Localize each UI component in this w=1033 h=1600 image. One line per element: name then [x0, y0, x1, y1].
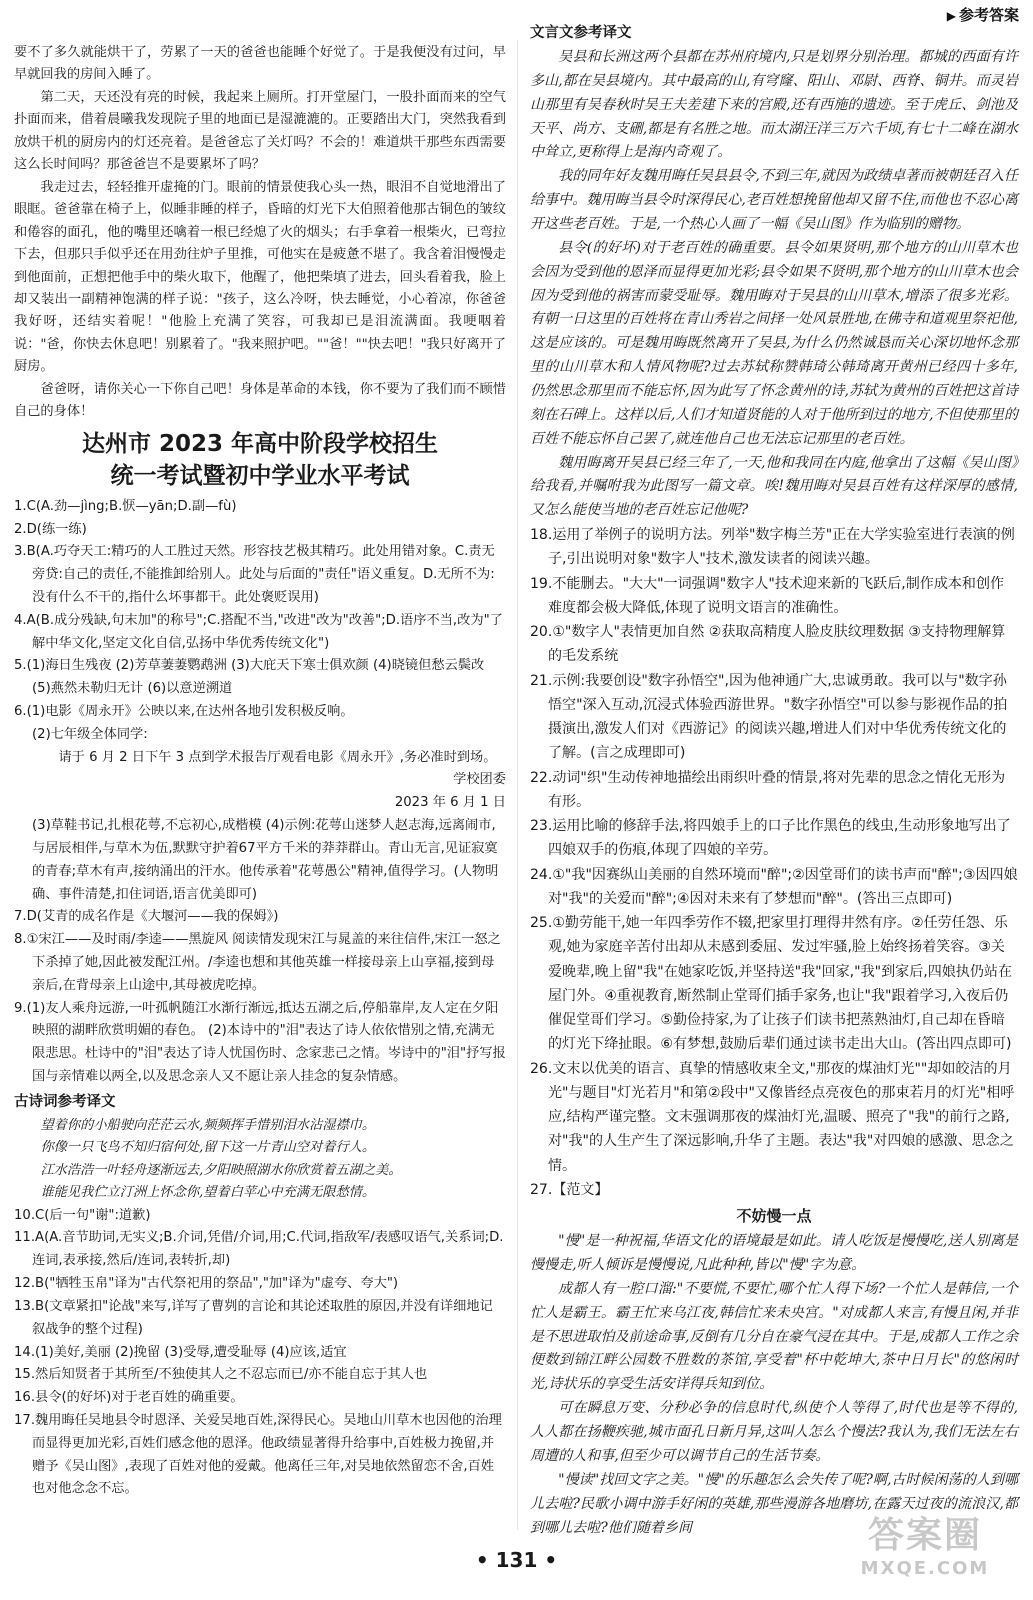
answer-item: 14.(1)美好,美丽 (2)挽留 (3)受辱,遭受耻辱 (4)应该,适宜: [14, 1344, 347, 1360]
translation-paragraph: 吴县和长洲这两个县都在苏州府境内,只是划界分别治理。都城的西面有许多山,都在吴县境内。其中最高的山,有穹窿、阳山、邓尉、西脊、铜井。而灵岩山那里有吴春秋时吴王夫差建下来的宫殿,还有西施的遗迹。至于虎丘、剑池及天平、尚方、支硎,都是有名胜之地。而太湖汪洋三万六千顷,有七十二峰在湖水中耸立,更称得上是海内奇观了。: [530, 49, 1018, 161]
answer-item: 9.(1)友人乘舟远游,一叶孤帆随江水渐行渐远,抵达五湖之后,停船靠岸,友人定在夕阳映照的湖畔欣赏明媚的春色。 (2)本诗中的"泪"表达了诗人依依惜别之情,充满无限悲思。杜诗中的"泪"表达了诗人忧国伤时、念家悲己之情。岑诗中的"泪"抒写报国与亲情难以两全,以及思念亲人又不愿让亲人挂念的复杂情感。: [14, 1000, 506, 1085]
answer-item: 4.A(B.成分残缺,句末加"的称号";C.搭配不当,"改进"改为"改善";D.语序不当,改为"了解中华文化,坚定文化自信,弘扬中华优秀传统文化"): [14, 612, 503, 651]
answer-item: 27.【范文】: [530, 1181, 609, 1198]
essay-title: 不妨慢一点: [736, 1207, 812, 1226]
story-paragraph: 我走过去，轻轻推开虚掩的门。眼前的情景使我心头一热，眼泪不自觉地滑出了眼眶。爸爸靠在椅子上，似睡非睡的样子，昏暗的灯光下大伯照着他那古铜色的皱纹和倦容的面孔，他的嘴里还噙着一根已经熄了火的烟头；右手拿着一根柴火，已弯拉下去，但那只手似乎还在用劲往炉子里推，可他实在是疲惫不堪了。我含着泪慢慢走到他面前，正想把他手中的柴火取下，他醒了，他把柴填了进去，回头看着我，脸上却又装出一副精神饱满的样子说："孩子，这么冷呀，快去睡觉，小心着凉，你爸爸我好呀，还结实着呢！"他脸上充满了笑容，可我却已是泪流满面。我哽咽着说："爸，你快去休息吧！别累着了。"我来照护吧。""爸！""快去吧！"我只好离开了厨房。: [14, 179, 506, 375]
translation-paragraph: 我的同年好友魏用晦任吴县县令,不到三年,就因为政绩卓著而被朝廷召入任给事中。魏用晦当县令时深得民心,老百姓想挽留他却又留不住,而他也不忍心离开这些老百姓。于是,一个热心人画了一幅《吴山图》作为临别的赠物。: [530, 168, 1018, 233]
answer-item: (3)草鞋书记,扎根花萼,不忘初心,成楷模 (4)示例:花萼山迷梦人赵志海,远离闹市,与居辰相伴,与草木为伍,默默守护着67平方千米的莽莽群山。青山无言,见证寂寞的青春;草木有声,接纳涌出的汗水。他传承着"花萼愚公"精神,值得学习。(人物明确、事件清楚,扣住词语,语言优美即可): [32, 818, 499, 902]
story-paragraph: 爸爸呀，请你关心一下你自己吧！身体是革命的本钱，你不要为了我们而不顾惜自己的身体！: [14, 381, 506, 420]
essay-paragraph: "慢读"找回文字之美。"慢"的乐趣怎么会失传了呢?啊,古时候闲荡的人到哪儿去啦?民歌小调中游手好闲的英雄,那些漫游各地磨坊,在露天过夜的流浪汉,都到哪儿去啦?他们随着乡间: [530, 1471, 1018, 1536]
story-paragraph: 要不了多久就能烘干了，劳累了一天的爸爸也能睡个好觉了。于是我便没有过问，早早就回我的房间入睡了。: [14, 45, 506, 83]
answer-item: 8.①宋江——及时雨/李逵——黑旋风 阅读情发现宋江与晁盖的来往信件,宋江一怒之下杀掉了她,因此被发配江州。/李逵也想和其他英雄一样接母亲上山享福,接到母亲后,在背母亲上山途中,其母被虎吃掉。: [14, 932, 501, 993]
answer-item: 18.运用了举例子的说明方法。列举"数字梅兰芳"正在大学实验室进行表演的例子,引出说明对象"数字人"技术,激发读者的阅读兴趣。: [530, 527, 1015, 568]
column-divider: [517, 40, 518, 1530]
answer-item: 7.D(艾青的成名作是《大堰河——我的保姆》): [14, 909, 279, 925]
poem-line: 江水浩浩一叶轻舟逐渐远去,夕阳映照湖水你欣赏着五湖之美。: [40, 1162, 402, 1178]
answer-item: 17.魏用晦任吴地县令时恩泽、关爱吴地百姓,深得民心。吴地山川草木也因他的治理而显得更加光彩,百姓们感念他的恩泽。他政绩显著得升给事中,百姓极力挽留,并赠予《吴山图》,表现了百姓对他的爱戴。他离任三年,对吴地依然留恋不舍,百姓也对他念念不忘。: [14, 1412, 502, 1497]
answer-item: 25.①勤劳能干,她一年四季劳作不辍,把家里打理得井然有序。②任劳任怨、乐观,她为家庭辛苦付出却从未感到委屈、发过牢骚,脸上始终扬着笑容。③关爱晚辈,晚上留"我"在她家吃饭,并坚持送"我"回家,"我"到家后,四娘执仍站在屋门外。④重视教育,断然制止堂哥们插手家务,也让"我"跟着学习,入夜后仍催促堂哥们学习。⑤勤俭持家,为了让孩子们读书把蒸熟油灯,自己却在昏暗的灯光下绛扯眼。⑥有梦想,鼓励后辈们通过读书走出大山。(答出四点即可): [530, 915, 1012, 1053]
notice-line: 请于 6 月 2 日下午 3 点到学术报告厅观看电影《周永开》,务必准时到场。: [58, 749, 497, 765]
exam-title-line-1: 达州市 2023 年高中阶段学校招生: [81, 430, 439, 457]
answer-item: 23.运用比喻的修辞手法,将四娘手上的口子比作黑色的线虫,生动形象地写出了四娘双手的伤痕,体现了四娘的辛劳。: [530, 818, 1011, 859]
classical-translation-title: 文言文参考译文: [530, 25, 632, 41]
answer-item: 24.①"我"因赛纵山美丽的自然环境而"醉";②因堂哥们的读书声而"醉";③因四娘对"我"的关爱而"醉";④因对未来有了梦想而"醉"。(答出三点即可): [530, 866, 1018, 907]
answer-item: 3.B(A.巧夺天工:精巧的人工胜过天然。形容技艺极其精巧。此处用错对象。C.责无旁贷:自己的责任,不能推卸给别人。此处与后面的"责任"语义重复。D.无所不为:没有什么不干的,指什么坏事都干。此处褒贬误用): [14, 544, 495, 605]
answer-item: 26.文末以优美的语言、真挚的情感收束全文,"那夜的煤油灯光""却如皎洁的月光"与题目"灯光若月"和第②段中"又像皆经点亮夜色的那束若月的灯光"相呼应,结构严谨完整。文末强调那夜的煤油灯光,温暖、照亮了"我"的前行之路,对"我"的人生产生了深远影响,升华了主题。表达"我"对四娘的感激、思念之情。: [530, 1060, 1015, 1174]
right-column: [530, 20, 1018, 1540]
poem-translation-title: 古诗词参考译文: [14, 1093, 116, 1110]
watermark-url: MXQE.COM: [860, 1558, 990, 1579]
poem-line: 你像一只飞鸟不知归宿何处,留下这一片青山空对着行人。: [40, 1140, 376, 1156]
answer-item: 19.不能删去。"大大"一词强调"数字人"技术迎来新的飞跃后,制作成本和创作难度都会极大降低,体现了说明文语言的准确性。: [530, 575, 1005, 616]
exam-title: [14, 428, 506, 492]
page-number: • 131 •: [475, 1548, 558, 1572]
essay-paragraph: "慢"是一种祝福,华语文化的语境最是如此。请人吃饭是慢慢吃,送人别离是慢慢走,听人倾诉是慢慢说,凡此种种,皆以"慢"字为意。: [530, 1233, 1018, 1274]
watermark-logo-text: 答案圈: [867, 1515, 982, 1556]
essay-paragraph: 可在瞬息万变、分秒必争的信息时代,纵使个人等得了,时代也是等不得的,人人都在扬鞭疾驰,城市面孔日新月异,这叫人怎么个慢法?我认为,我们无法左右周遭的人和事,但至少可以调节自己的生活节奏。: [530, 1400, 1018, 1464]
answer-item: 1.C(A.劲—jìng;B.恹—yān;D.副—fù): [14, 498, 237, 514]
left-column: [14, 42, 506, 1501]
poem-line: 望着你的小船驶向茫茫云水,频频挥手惜别泪水沾湿襟巾。: [40, 1117, 376, 1133]
answer-item: 16.县令(的好坏)对于老百姓的确重要。: [14, 1390, 244, 1406]
answer-item: 22.动词"织"生动传神地描绘出雨织叶叠的情景,将对先辈的思念之情化无形为有形。: [530, 769, 1006, 810]
answer-item: 11.A(A.音节助词,无实义;B.介词,凭借/介词,用;C.代词,指敌军/表感叹语气,关系词;D.连词,表承接,然后/连词,表转折,却): [14, 1230, 504, 1269]
notice-date: 2023 年 6 月 1 日: [394, 795, 506, 811]
triangle-icon: ▶: [946, 9, 956, 23]
answer-item: 5.(1)海日生残夜 (2)芳草萋萋鹦鹉洲 (3)大庇天下寒士俱欢颜 (4)晓镜但愁云鬓改 (5)燕然未勒归无计 (6)以意逆溯道: [14, 658, 485, 697]
poem-line: 谁能见我伫立汀洲上怀念你,望着白苹心中充满无限愁情。: [40, 1185, 376, 1201]
notice-sign: 学校团委: [453, 772, 506, 788]
translation-paragraph: 县令(的好坏)对于老百姓的确重要。县令如果贤明,那个地方的山川草木也会因为受到他的恩泽而显得更加光彩;县令如果不贤明,那个地方的山川草木也会因为受到他的祸害而蒙受耻辱。魏用晦对于吴县的山川草木,增添了很多光彩。有朝一日这里的百姓将在青山秀岩之间择一处风景胜地,在佛寺和道观里祭祀他,这是应该的。可是魏用晦既然离开了吴县,为什么仍然诚恳而关心深切地怀念那里的山川草木和人情风物呢?过去苏轼称赞韩琦公韩琦离开黄州已经四十多年,仍然思念那里而不能忘怀,因为此写了怀念黄州的诗,苏轼为黄州的百姓把这首诗刻在石碑上。这样以后,人们才知道贤能的人对于他所到过的地方,不但使那里的百姓不能忘怀自己罢了,就连他自己也无法忘记那里的老百姓。: [530, 239, 1018, 447]
answer-item: 21.示例:我要创设"数字孙悟空",因为他神通广大,忠诚勇敢。我可以与"数字孙悟空"深入互动,沉浸式体验西游世界。"数字孙悟空"可以参与影视作品的拍摄演出,激发人们对《西游记》的阅读兴趣,增进人们对中华优秀传统文化的了解。(言之成理即可): [530, 672, 1008, 762]
watermark-logo: [835, 1514, 1015, 1592]
answer-item: (2)七年级全体同学:: [32, 726, 148, 742]
story-paragraph: 第二天，天还没有亮的时候，我起来上厕所。打开堂屋门，一股扑面而来的空气扑面而来，借着晨曦我发现院子里的地面已是湿漉漉的。正要踏出大门，突然我看到放烘干机的厨房内的灯还亮着。是爸爸忘了关灯吗？不会的！难道烘干那些东西需要这么长时间吗？那爸爸岂不是要累坏了吗？: [14, 89, 506, 173]
essay-paragraph: 成都人有一腔口溜:"不要慌,不要忙,哪个忙人得下场?一个忙人是韩信,一个忙人是霸王。霸王忙来乌江夜,韩信忙来未央宫。"对成都人来言,有慢且闲,并非是不思进取怕及前途命事,反倒有几分自在豪气浸在其中。于是,成都人工作之余便数到锦江畔公园数不胜数的茶馆,享受着"杯中乾坤大,茶中日月长"的悠闲时光,诗状乐的享受生活安详得兵知到位。: [530, 1280, 1018, 1393]
header-label: 参考答案: [958, 6, 1019, 24]
answer-item: 15.然后知贤者于其所至/不独使其人之不忍忘而已/亦不能自忘于其人也: [14, 1367, 428, 1383]
translation-paragraph: 魏用晦离开吴县已经三年了,一天,他和我同在内庭,他拿出了这幅《吴山图》给我看,并嘱咐我为此图写一篇文章。唉!魏用晦对吴县百姓有这样深厚的感情,又怎么能使当地的老百姓忘记他呢?: [530, 454, 1018, 519]
answer-item: 20.①"数字人"表情更加自然 ②获取高精度人脸皮肤纹理数据 ③支持物理解算的毛发系统: [530, 624, 1006, 665]
answer-item: 13.B(文章紧扣"论战"来写,详写了曹刿的言论和其论述取胜的原因,并没有详细地记叙战争的整个过程): [14, 1298, 493, 1337]
answer-item: 6.(1)电影《周永开》公映以来,在达州各地引发积极反响。: [14, 704, 354, 720]
answer-item: 10.C(后一句"谢":道歉): [14, 1207, 151, 1223]
answer-item: 2.D(练一练): [14, 521, 87, 537]
answer-item: 12.B("牺牲玉帛"译为"古代祭祀用的祭品","加"译为"虚夸、夸大"): [14, 1276, 399, 1292]
exam-title-line-2: 统一考试暨初中学业水平考试: [110, 462, 410, 489]
